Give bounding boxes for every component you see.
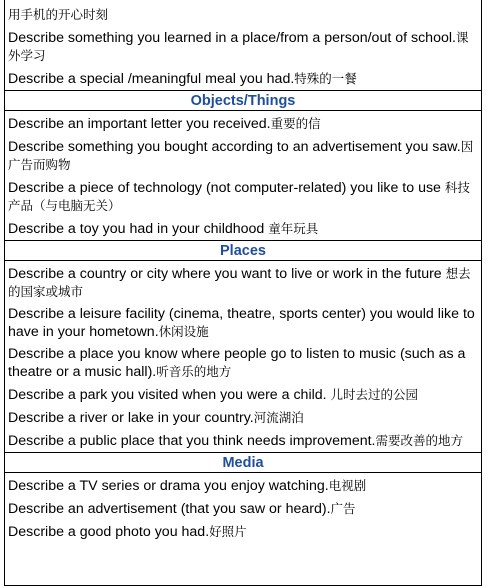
topic-text: Describe a park you visited when you were a child.: [8, 387, 331, 403]
topic-text: Describe an advertisement (that you saw or heard).: [8, 501, 331, 517]
topic-text: Describe a country or city where you want to live or work in the future: [8, 266, 446, 282]
list-item: [5, 1, 481, 26]
places-topics-block: [5, 261, 481, 452]
section-header-places: [5, 240, 481, 261]
topic-translation: 因广告而购物: [8, 139, 474, 172]
topic-text: Describe a place you know where people go to listen to music (such as a theatre or a music hall).: [8, 346, 466, 380]
list-item: [5, 176, 481, 217]
list-item: [5, 383, 481, 406]
list-item: [5, 429, 481, 452]
objects-topics-block: [5, 111, 481, 240]
list-item: [5, 474, 481, 497]
list-item: [5, 26, 481, 67]
topic-text: Describe a special /meaningful meal you had.: [8, 71, 295, 87]
topic-text: Describe something you bought according to an advertisement you saw.: [8, 139, 461, 155]
list-item: [5, 67, 481, 90]
media-topics-block: [5, 473, 481, 543]
topic-translation: 特殊的一餐: [294, 71, 357, 86]
topic-translation: 河流湖泊: [253, 410, 304, 425]
section-title: Objects/Things: [190, 93, 296, 109]
topic-translation: 休闲设施: [158, 324, 209, 339]
topic-translation: 好照片: [209, 524, 247, 539]
topic-translation: 需要改善的地方: [375, 433, 464, 448]
topic-translation: 用手机的开心时刻: [8, 7, 109, 22]
list-item: [5, 112, 481, 135]
topic-translation: 课外学习: [8, 30, 469, 63]
topic-text: Describe a piece of technology (not computer-related) you like to use: [8, 180, 445, 196]
topic-text: Describe a toy you had in your childhood: [8, 221, 269, 237]
list-item: [5, 262, 481, 303]
topic-text: Describe an important letter you received.: [8, 116, 271, 132]
topic-translation: 广告: [330, 501, 356, 516]
topic-translation: 电视剧: [328, 478, 367, 493]
topic-list-document: [4, 0, 482, 586]
list-item: [5, 497, 481, 520]
topic-text: Describe something you learned in a place/from a person/out of school.: [8, 30, 456, 46]
list-item: [5, 406, 481, 429]
topic-text: Describe a river or lake in your country.: [8, 410, 254, 426]
list-item: [5, 303, 481, 343]
topic-text: Describe a public place that you think needs improvement.: [8, 433, 376, 449]
section-title: Places: [220, 243, 266, 259]
list-item: [5, 135, 481, 176]
topic-translation: 重要的信: [270, 116, 321, 131]
topic-translation: 童年玩具: [268, 221, 319, 236]
section-header-objects: [5, 90, 481, 111]
topic-text: Describe a leisure facility (cinema, theatre, sports center) you would like to have in your hometown.: [8, 306, 475, 340]
topic-text: Describe a good photo you had.: [8, 524, 210, 540]
topic-translation: 儿时去过的公园: [330, 387, 419, 402]
topic-translation: 科技产品（与电脑无关）: [8, 180, 470, 213]
topic-text: Describe a TV series or drama you enjoy watching.: [8, 478, 329, 494]
list-item: [5, 343, 481, 383]
continued-topics-block: [5, 0, 481, 90]
topic-translation: 想去的国家或城市: [8, 266, 471, 299]
topic-translation: 听音乐的地方: [156, 364, 232, 379]
list-item: [5, 217, 481, 240]
section-title: Media: [222, 455, 264, 471]
list-item: [5, 520, 481, 543]
section-header-media: [5, 452, 481, 473]
